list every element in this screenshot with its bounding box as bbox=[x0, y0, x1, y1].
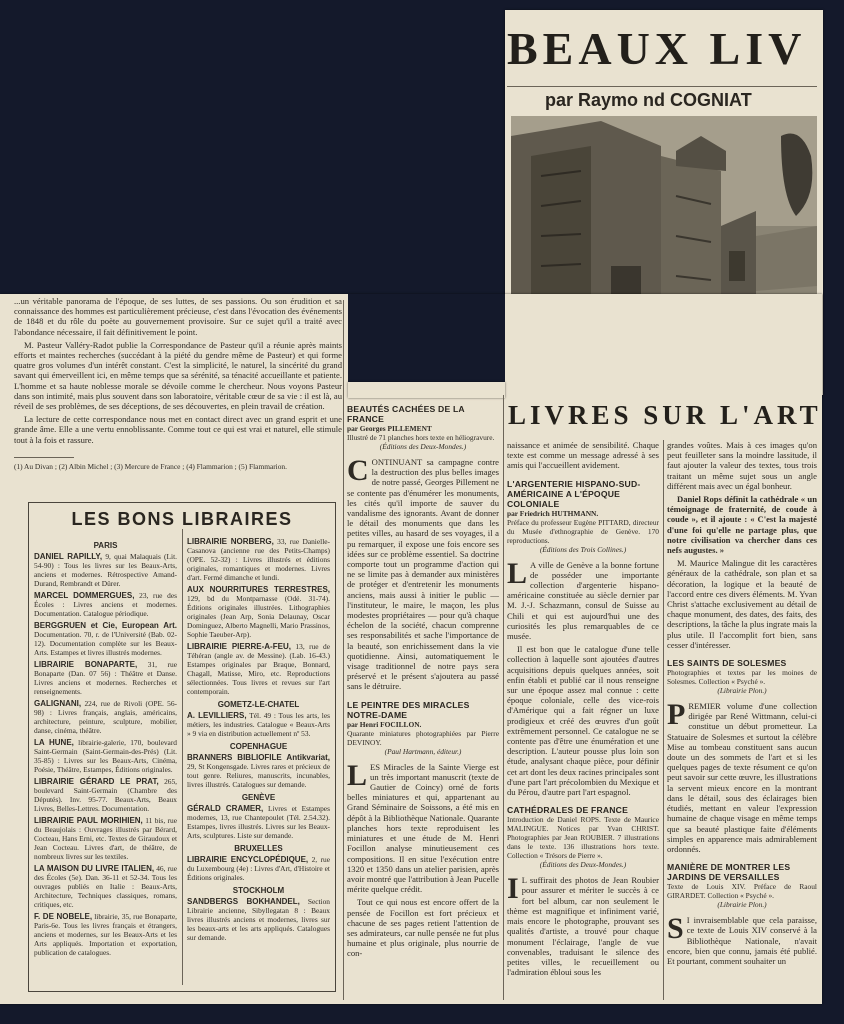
book-publisher: (Éditions des Trois Collines.) bbox=[539, 544, 627, 554]
book-title: CATHÉDRALES DE FRANCE bbox=[507, 805, 629, 816]
review-text: Il est bon que le catalogue d'une telle collection à laquelle sont ajoutées d'autres acquisitions depuis quelques années, soit enfin établi et publié car il nous renseigne sur une époque assez mal connue : cette époque coloniale, celle des vice-rois d'Amérique qui a fait régner un luxe prodigieux et créé des œuvres d'un goût extrêmement personnel. Ce catalogue ne se contente pas d'être une énumération et une description. L'auteur pousse plus loin son étude, analysant chaque pièce, pour définir cet art dont les deux racines principales sont d'une part l'art précolombien du Mexique et du Pérou, d'autre part l'art espagnol. bbox=[507, 644, 659, 798]
libraire-name: DANIEL RAPILLY, bbox=[34, 552, 103, 561]
review-text bbox=[347, 758, 499, 895]
book-title: L'ARGENTERIE HISPANO-SUD-AMÉRICAINE A L'ÉPOQUE COLONIALE bbox=[507, 478, 641, 509]
review-body: ONTINUANT sa campagne contre la destruction des plus belles images de notre passé, Georges Pillement ne se contente pas d'énumérer les monuments, les cités qu'il importe de sauver du vandalisme des ignorants. Avant de donner le détail des monuments que dans les petites villes, au hasard de ses voyages, il a pu remarquer, il expose une fois encore ses idées sur ce problème essentiel. Sa doctrine comporte tout un programme d'action qui ne se limite pas à demander aux ministères de protéger et d'entretenir les monuments anciens, mais aussi à initier le public — l'instituteur, le maire, le maçon, les plus modestes propriétaires — pour qu'à chaque échelon de la société, chacun comprenne ses responsabilités et sache l'importance de la beauté, son enrichissement dans la vie quotidienne. Ainsi, automatiquement le visage traditionnel de notre pays sera préservé et le présent s'ajoutera au passé sans le détruire. bbox=[347, 457, 499, 692]
libraire-name: LA MAISON DU LIVRE ITALIEN, bbox=[34, 864, 155, 873]
notes-rule bbox=[14, 457, 74, 458]
libraire-name: SANDBERGS BOKHANDEL, bbox=[187, 897, 300, 906]
libraire-text: 31, rue Bonaparte (Dan. 07 56) : Théâtre et Danse. Livres anciens et modernes. Recherches et renseignements. bbox=[34, 660, 177, 696]
city-heading: GENÈVE bbox=[241, 793, 276, 802]
libraire-name: A. LEVILLIERS, bbox=[187, 711, 247, 720]
paragraph: M. Pasteur Valléry-Radot publie la Correspondance de Pasteur qu'il a réunie après maints efforts et maintes recherches (succédant à la piété du gendre même de Pasteur) et qui forme quatre gros volumes d'un intérêt constant. C'est la simplicité, le naturel, la sincérité du grand savant qui émerveillent ici, en même temps que sa sérénité, sa ténacité accueillante et patiente. L'homme et sa haute noblesse morale se dévoile comme le chercheur. Nous voyons Pasteur dans son intimité, mais plus souvent dans son laboratoire, véritable cœur de sa vie : il est là, au réveil de ses problèmes, de ses déceptions, de ses découvertes, en plein travail de création. bbox=[14, 339, 342, 412]
byline: par Raymo nd COGNIAT bbox=[545, 90, 752, 110]
drop-cap: S bbox=[667, 912, 684, 946]
libraire-entry bbox=[187, 753, 330, 789]
column-rule bbox=[663, 440, 664, 1000]
book-description: Photographies et textes par les moines de Solesmes. Collection « Psyché ». bbox=[667, 668, 817, 687]
review-text bbox=[667, 912, 817, 966]
review-body: L suffirait des photos de Jean Roubier pour assurer et mériter le succès à ce fort bel album, car non seulement le thème est magnifique et infiniment varié, mais encore le photographe, prouvant ses qualités d'artiste, a trouvé pour chaque monument l'éclairage, l'angle de vue convenables, traduisant le silence des petites villes, le recueillement ou l'admiration ébloui sous les bbox=[507, 875, 659, 978]
libraire-text: 265, boulevard Saint-Germain (Chambre des Députés). Inv. 95-77. Beaux-Arts, Beaux Livres, Belles-Lettres. Documentation. bbox=[34, 777, 177, 813]
book-description: Illustré de 71 planches hors texte en héliogravure. bbox=[347, 433, 495, 442]
libraire-name: AUX NOURRITURES TERRESTRES, bbox=[187, 585, 330, 594]
libraire-entry bbox=[34, 591, 177, 618]
libraires-col-1 bbox=[34, 537, 177, 987]
footnotes: (1) Au Divan ; (2) Albin Michel ; (3) Mercure de France ; (4) Flammarion ; (5) Flammarion. bbox=[14, 461, 287, 471]
city-heading: STOCKHOLM bbox=[232, 886, 285, 895]
libraire-entry bbox=[187, 585, 330, 639]
mid-strip bbox=[348, 382, 505, 398]
book-description: Introduction de Daniel ROPS. Texte de Maurice MALINGUE. Notices par Yvan CHRIST. Photographies par Jean ROUBIER. 7 illustrations dans le texte. 136 illustrations hors texte. Collection « Trésors de Pierre ». bbox=[507, 815, 659, 861]
libraire-entry bbox=[187, 804, 330, 840]
review-text bbox=[667, 698, 817, 854]
book-publisher: (Librairie Plon.) bbox=[717, 900, 767, 910]
book-title: MANIÈRE DE MONTRER LES JARDINS DE VERSAILLES bbox=[667, 862, 791, 883]
libraire-entry bbox=[187, 855, 330, 882]
libraire-name: LA HUNE, bbox=[34, 738, 74, 747]
libraire-name: LIBRAIRIE PAUL MORIHIEN, bbox=[34, 816, 143, 825]
drop-cap: C bbox=[347, 454, 369, 487]
libraires-title: LES BONS LIBRAIRES bbox=[71, 509, 293, 529]
right-column-2 bbox=[667, 440, 817, 1000]
city-heading: GOMETZ-LE-CHATEL bbox=[217, 700, 300, 709]
libraire-entry bbox=[34, 864, 177, 909]
libraire-text: 13, rue de Téhéran (angle av. de Messine). (Lab. 16-43.) Estampes originales par Braque, Bonnard, Chagall, Matisse, Miro, etc. Reproductions sélectionnées. Tous livres et revues sur l'art contemporain. bbox=[187, 642, 330, 696]
city-heading: PARIS bbox=[93, 541, 118, 550]
review-text: grandes voûtes. Mais à ces images qu'on peut feuilleter sans la moindre lassitude, il faut ajouter la valeur des textes, tous trois traitant un même sujet sous un angle différent mais avec un égal bonheur. bbox=[667, 440, 817, 491]
libraire-text: Documentation. 70, r. de l'Université (Bab. 02-12). Documentation complète sur les Beaux-Arts. Estampes et livres illustrés modernes. bbox=[34, 630, 177, 657]
libraire-text: 224, rue de Rivoli (OPE. 56-98) : Livres français, anglais, américains, architecture, peinture, sculpture, mobilier, danse, cinéma, théâtre. bbox=[34, 699, 177, 735]
book-author: par Georges PILLEMENT bbox=[347, 424, 432, 433]
libraire-text: 29, St Kongensgade. Livres rares et précieux de tout genre. Reliures, manuscrits, incunables, livres illustrés. Catalogues sur demande. bbox=[187, 762, 330, 789]
libraire-name: LIBRAIRIE PIERRE-A-FEU, bbox=[187, 642, 291, 651]
book-publisher: (Librairie Plon.) bbox=[717, 686, 767, 696]
libraire-entry bbox=[34, 660, 177, 696]
libraire-entry bbox=[187, 537, 330, 582]
cutout-region bbox=[348, 294, 505, 382]
libraire-name: LIBRAIRIE ENCYCLOPÉDIQUE, bbox=[187, 855, 309, 864]
libraire-entry bbox=[187, 642, 330, 696]
title-rule bbox=[507, 86, 817, 87]
book-author: par Henri FOCILLON. bbox=[347, 719, 422, 729]
drop-cap: L bbox=[347, 758, 368, 792]
book-title: LE PEINTRE DES MIRACLES NOTRE-DAME bbox=[347, 699, 470, 720]
libraire-name: LIBRAIRIE NORBERG, bbox=[187, 537, 274, 546]
book-publisher: (Éditions des Deux-Mondes.) bbox=[379, 442, 467, 451]
libraires-divider bbox=[182, 529, 183, 985]
review-text: M. Maurice Malingue dit les caractères généraux de la cathédrale, son plan et sa décoration, la logique et la beauté de l'accord entre ces divers éléments. M. Yvan Christ s'attache exclusivement au détail de chaque monument, des dates, des faits, des descriptions, la tâche la plus ingrate mais la plus utile. Il l'accomplit fort bien, sans cesser d'intéresser. bbox=[667, 558, 817, 650]
libraire-entry bbox=[34, 816, 177, 861]
libraire-text: 129, bd du Montparnasse (Odé. 31-74). Éditions originales illustrées. Lithographies originales (Jean Arp, Sonia Delaunay, Oscar Dominguez, Alberto Magnelli, Mario Prassinos, Sophie Taeuber-Arp). bbox=[187, 594, 330, 639]
libraire-text: 11 bis, rue du Beaujolais : Ouvrages illustrés par Bérard, Cocteau, Hans Erni, etc. Textes de Giraudoux et Jean Cocteau. Livres d'art, de théâtre, de nombreux livres sur les textiles. bbox=[34, 816, 177, 861]
libraire-name: BRANNERS BIBLIOFILE Antikvariat, bbox=[187, 753, 330, 762]
review-body: REMIER volume d'une collection dirigée par René Wittmann, celui-ci constitue un début prometteur. La Statuaire de Solesmes et surtout la célèbre Mise au tombeau constituent sans aucun doute un des sommets de l'art et si les quelques pages de texte résument ce qu'on peut savoir sur cette œuvre, les illustrations la servent mieux encore en la montrant dans le détail, sous des éclairages bien étudiés, mettant en valeur l'expression humaine de chaque visage en même temps que sa beauté plastique faite d'éléments simples en apparence mais admirablement ordonnés. bbox=[667, 701, 817, 854]
libraire-entry bbox=[34, 552, 177, 588]
libraire-text: 33, rue Danielle-Casanova (ancienne rue des Petits-Champs) (OPE. 52-32) : Livres illustrés et éditions originales, romantiques et modernes. Livres d'art. Fermé dimanche et lundi. bbox=[187, 537, 330, 582]
libraire-text: Tél. 49 : Tous les arts, les métiers, les industries. Catalogue « Beaux-Arts » 9 via en distribution actuellement nº 53. bbox=[187, 711, 330, 738]
city-heading: COPENHAGUE bbox=[229, 742, 288, 751]
column-rule bbox=[343, 300, 344, 1000]
section-title: LIVRES SUR L'ART bbox=[508, 400, 822, 430]
libraire-text: librairie-galerie, 170, boulevard Saint-Germain (Saint-Germain-des-Prés) (Lit. 35-85) : Livres sur les Beaux-Arts, Cinéma, Poésie, Théâtre, Estampes, Éditions originales. bbox=[34, 738, 177, 774]
review-text bbox=[507, 872, 659, 978]
book-description: Quarante miniatures photographiées par Pierre DEVINOY. bbox=[347, 728, 499, 747]
right-column-1 bbox=[507, 440, 659, 1000]
libraire-name: BERGGRUEN et Cie, European Art. bbox=[34, 621, 177, 630]
libraires-col-2 bbox=[187, 537, 330, 987]
libraire-entry bbox=[34, 912, 177, 957]
review-body: I invraisemblable que cela paraisse, ce texte de Louis XIV conservé à la Bibliothèque Nationale, n'avait encore, bien que connu, jamais été publié. Et pourtant, comment souhaiter un bbox=[667, 915, 817, 966]
libraire-entry bbox=[187, 897, 330, 942]
drop-cap: I bbox=[507, 872, 519, 906]
libraire-text: 46, rue des Écoles (5e). Dan. 36-11 et 52-34. Tous les ouvrages publiés en Italie : Beaux-Arts, Architecture, Techniques classiques, romans, critiques, etc. bbox=[34, 864, 177, 909]
main-title: BEAUX LIV bbox=[507, 23, 807, 74]
libraire-name: LIBRAIRIE GÉRARD LE PRAT, bbox=[34, 777, 159, 786]
libraire-name: GÉRALD CRAMER, bbox=[187, 804, 264, 813]
column-rule bbox=[503, 395, 504, 1000]
libraire-text: librairie, 35, rue Bonaparte, Paris-6e. Tous les livres français et étrangers, anciens et modernes, sur les Beaux-Arts et les Arts appliqués. Importation et exportation, publication de catalogues. bbox=[34, 912, 177, 957]
review-text: naissance et animée de sensibilité. Chaque texte est comme un message adressé à ses amis qui l'accueillent avidement. bbox=[507, 440, 659, 471]
libraire-text: 23, rue des Écoles : Livres anciens et modernes. Documentation. Catalogue périodique. bbox=[34, 591, 177, 618]
review-text: Tout ce qui nous est encore offert de la pensée de Focillon est fort précieux et chacune de ses pages retient l'attention de ses admirateurs, car nulle pensée ne fut plus humaine et plus originale, plus nourrie de con- bbox=[347, 897, 499, 959]
libraire-name: F. DE NOBELE, bbox=[34, 912, 93, 921]
libraire-name: MARCEL DOMMERGUES, bbox=[34, 591, 135, 600]
book-title: LES SAINTS DE SOLESMES bbox=[667, 658, 787, 669]
libraire-entry bbox=[34, 699, 177, 735]
libraire-text: Livres et Estampes modernes, 13, rue Chantepoulet (Tél. 2.54.32). Estampes, livres illustrés. Livres sur les Beaux-Arts, sculptures. Liste sur demande. bbox=[187, 804, 330, 840]
review-text bbox=[507, 556, 659, 642]
review-text: Daniel Rops définit la cathédrale « un témoignage de fraternité, de coude à coude », et il ajoute : « C'est la majesté d'une foi qu'elle ne partage plus, que notre civilisation va chercher dans ces nefs augustes. » bbox=[667, 494, 817, 556]
review-body: ES Miracles de la Sainte Vierge est un très important manuscrit (texte de Gautier de Coincy) orné de forts belles miniatures et qui, appartenant au Grand Séminaire de Soissons, a été mis en dépôt à la Bibliothèque Nationale. Quarante planches hors texte reproduisent les miniatures et une étude de M. Henri Focillon analyse minutieusement ces compositions. Il en situe l'exécution entre 1320 et 1350 dans un atelier parisien, après avoir montré que l'attribution à Jean Pucelle mérite quelque crédit. bbox=[347, 761, 499, 895]
book-author: par Friedrich HUTHMANN. bbox=[507, 508, 599, 518]
city-heading: BRUXELLES bbox=[234, 844, 283, 853]
book-publisher: (Éditions des Deux-Mondes.) bbox=[539, 860, 627, 870]
paragraph: ...un véritable panorama de l'époque, de ses luttes, de ses passions. Ou son érudition et sa connaissance des hommes est particulièrement précieuse, c'est dans l'évocation des événements de 1848 et du rôle du poète au gouvernement provisoire. Sur ce sujet qu'il a traité avec l'abondance nécessaire, il fait définitivement le point. bbox=[14, 296, 342, 337]
book-title: BEAUTÉS CACHÉES DE LA FRANCE bbox=[347, 404, 465, 424]
book-description: Texte de Louis XIV. Préface de Raoul GIRARDET. Collection « Psyché ». bbox=[667, 882, 817, 901]
libraire-entry bbox=[34, 738, 177, 774]
book-publisher: (Paul Hartmann, éditeur.) bbox=[384, 746, 462, 756]
libraire-text: Section Librairie ancienne, Sibyllegatan 8 : Beaux livres illustrés anciens et modernes, livres sur les beaux-arts et les arts appliqués. Catalogues sur demande. bbox=[187, 897, 330, 942]
review-body: A ville de Genève a la bonne fortune de posséder une importante collection d'argenterie hispano-américaine constituée au siècle dernier par M. J.-J. Schazmann, consul de Suisse au Chili et qui est aujourd'hui une des curiosités les plus remarquables de ce musée. bbox=[507, 559, 659, 642]
review-text bbox=[347, 454, 499, 692]
book-description: Préface du professeur Eugène PITTARD, directeur du Musée d'ethnographie de Genève. 170 reproductions. bbox=[507, 517, 659, 545]
libraire-name: LIBRAIRIE BONAPARTE, bbox=[34, 660, 138, 669]
libraires-box bbox=[28, 502, 336, 992]
middle-column bbox=[347, 404, 499, 1000]
libraire-entry bbox=[34, 777, 177, 813]
libraire-entry bbox=[187, 711, 330, 738]
libraire-name: GALIGNANI, bbox=[34, 699, 82, 708]
paragraph: La lecture de cette correspondance nous met en contact direct avec un grand esprit et une grande âme. Elle a une vertu ennoblissante. Comme tout ce qui est vrai et naturel, elle stimule tout à la fois et rassure. bbox=[14, 414, 342, 445]
libraire-entry bbox=[34, 621, 177, 657]
libraire-text: 2, rue du Luxembourg (4e) : Livres d'Art, d'Histoire et Éditions originales. bbox=[187, 855, 330, 882]
libraire-text: 9, quai Malaquais (Lit. 54-90) : Tous les livres sur les Beaux-Arts, anciens et modernes. Rétrospective Amand-Durand, Rembrandt et Dürer. bbox=[34, 552, 177, 588]
top-left-article bbox=[14, 296, 342, 471]
drop-cap: L bbox=[507, 556, 528, 590]
drop-cap: P bbox=[667, 698, 686, 732]
